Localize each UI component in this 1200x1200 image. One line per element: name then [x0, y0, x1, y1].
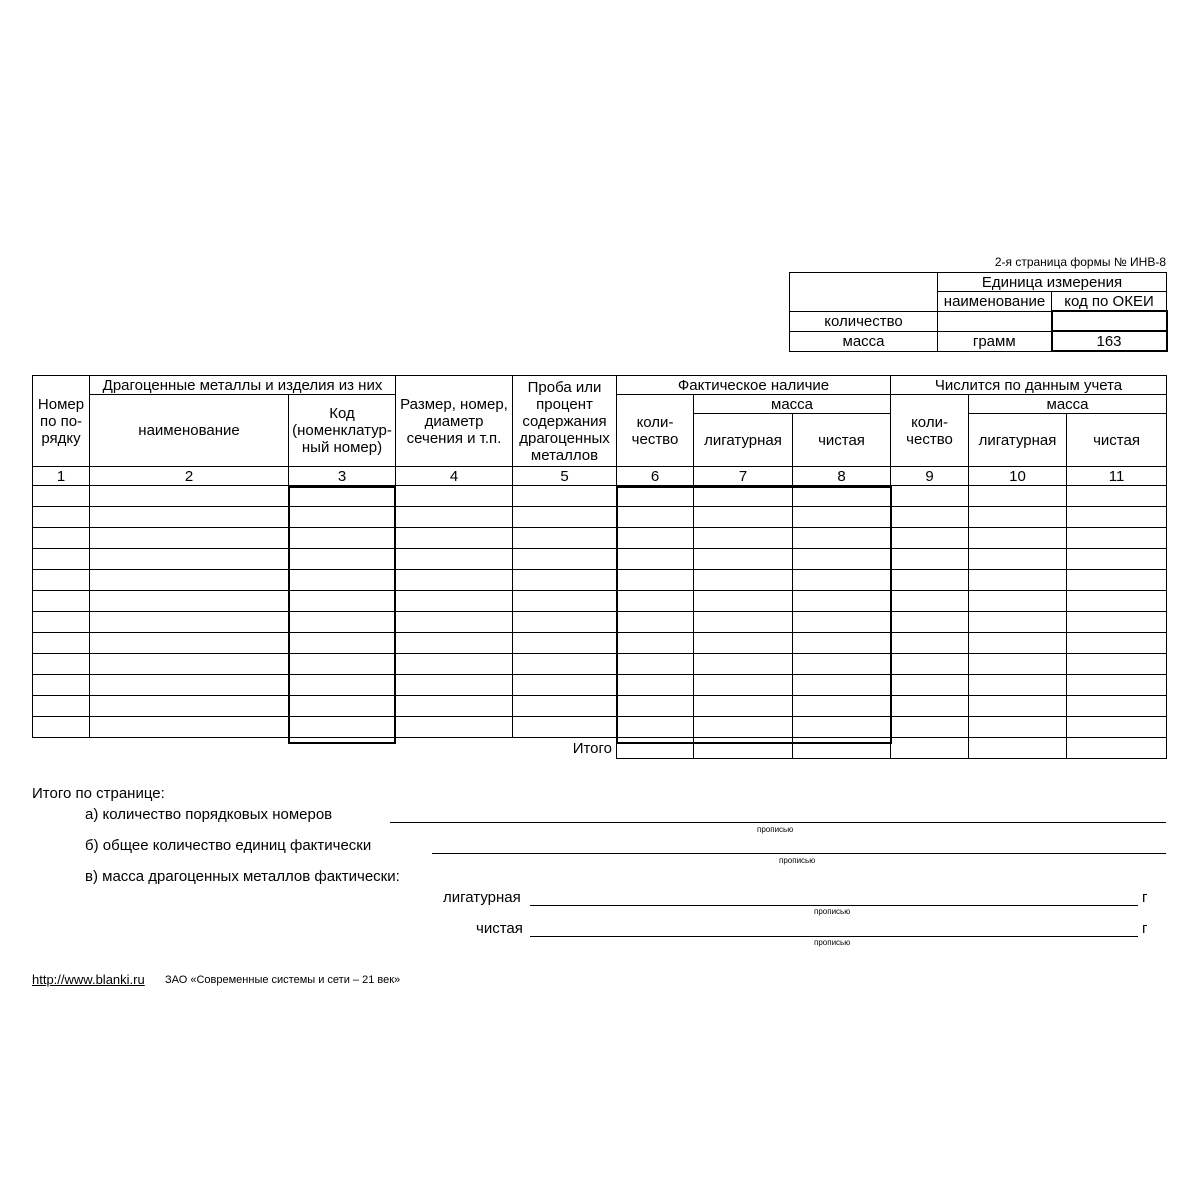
header-col-9: коли-чество	[891, 395, 969, 467]
table-cell[interactable]	[969, 717, 1067, 738]
table-cell[interactable]	[396, 612, 513, 633]
table-cell[interactable]	[793, 633, 891, 654]
table-cell[interactable]	[513, 549, 617, 570]
table-cell[interactable]	[396, 486, 513, 507]
table-cell[interactable]	[617, 486, 694, 507]
table-cell[interactable]	[33, 486, 90, 507]
header-group-metals: Драгоценные металлы и изделия из них	[90, 376, 396, 395]
table-cell[interactable]	[1067, 486, 1167, 507]
total-cell[interactable]	[793, 738, 891, 759]
table-cell[interactable]	[289, 675, 396, 696]
table-row	[33, 507, 1167, 528]
table-cell[interactable]	[694, 528, 793, 549]
header-group-records: Числится по данным учета	[891, 376, 1167, 395]
table-cell[interactable]	[513, 507, 617, 528]
table-row	[33, 696, 1167, 717]
units-row-name[interactable]: грамм	[938, 331, 1052, 351]
table-cell[interactable]	[793, 486, 891, 507]
units-row-label: масса	[790, 331, 938, 351]
table-cell[interactable]	[617, 675, 694, 696]
table-cell[interactable]	[1067, 675, 1167, 696]
summary-ligature-label: лигатурная	[443, 889, 521, 906]
table-cell[interactable]	[33, 717, 90, 738]
column-number: 5	[513, 467, 617, 486]
table-cell[interactable]	[617, 549, 694, 570]
summary-b-line[interactable]	[432, 853, 1166, 854]
table-cell[interactable]	[90, 486, 289, 507]
header-col-7: лигатурная	[694, 414, 793, 467]
summary-ligature-unit: г	[1142, 889, 1148, 906]
table-cell[interactable]	[1067, 549, 1167, 570]
table-cell[interactable]	[1067, 654, 1167, 675]
table-cell[interactable]	[396, 633, 513, 654]
table-cell[interactable]	[969, 633, 1067, 654]
summary-ligature-line[interactable]	[530, 905, 1138, 906]
table-cell[interactable]	[891, 675, 969, 696]
page-caption: 2-я страница формы № ИНВ-8	[994, 255, 1166, 269]
table-cell[interactable]	[1067, 507, 1167, 528]
total-label: Итого	[572, 739, 612, 757]
table-cell[interactable]	[891, 528, 969, 549]
table-cell[interactable]	[793, 570, 891, 591]
table-cell[interactable]	[513, 486, 617, 507]
table-cell[interactable]	[891, 612, 969, 633]
total-cell[interactable]	[969, 738, 1067, 759]
units-table	[789, 272, 1168, 352]
header-col-10: лигатурная	[969, 414, 1067, 467]
table-cell[interactable]	[1067, 612, 1167, 633]
column-number: 3	[289, 467, 396, 486]
summary-pure-label: чистая	[476, 920, 523, 937]
table-cell[interactable]	[969, 486, 1067, 507]
table-cell[interactable]	[694, 696, 793, 717]
table-cell[interactable]	[1067, 591, 1167, 612]
footer-link[interactable]: http://www.blanki.ru	[32, 972, 145, 987]
table-cell[interactable]	[617, 612, 694, 633]
table-row	[33, 633, 1167, 654]
column-number: 10	[969, 467, 1067, 486]
table-cell[interactable]	[694, 570, 793, 591]
column-number: 8	[793, 467, 891, 486]
table-cell[interactable]	[90, 612, 289, 633]
table-cell[interactable]	[891, 507, 969, 528]
table-row	[33, 591, 1167, 612]
table-cell[interactable]	[396, 696, 513, 717]
table-cell[interactable]	[1067, 696, 1167, 717]
table-cell[interactable]	[617, 717, 694, 738]
table-cell[interactable]	[289, 717, 396, 738]
column-number: 4	[396, 467, 513, 486]
table-cell[interactable]	[90, 633, 289, 654]
table-cell[interactable]	[793, 507, 891, 528]
summary-a-line[interactable]	[390, 822, 1166, 823]
table-cell[interactable]	[396, 528, 513, 549]
table-cell[interactable]	[513, 612, 617, 633]
header-col-5: Проба или процент содержания драгоценных металлов	[513, 376, 617, 467]
summary-ligature-hint: прописью	[814, 907, 851, 916]
table-cell[interactable]	[1067, 633, 1167, 654]
column-number: 2	[90, 467, 289, 486]
table-cell[interactable]	[396, 675, 513, 696]
table-row	[33, 486, 1167, 507]
column-number: 6	[617, 467, 694, 486]
table-cell[interactable]	[969, 696, 1067, 717]
table-cell[interactable]	[90, 528, 289, 549]
table-cell[interactable]	[694, 507, 793, 528]
table-cell[interactable]	[694, 654, 793, 675]
table-cell[interactable]	[289, 696, 396, 717]
table-cell[interactable]	[969, 507, 1067, 528]
summary-pure-unit: г	[1142, 920, 1148, 937]
table-cell[interactable]	[793, 612, 891, 633]
table-cell[interactable]	[891, 633, 969, 654]
table-cell[interactable]	[513, 696, 617, 717]
table-cell[interactable]	[969, 549, 1067, 570]
table-cell[interactable]	[90, 507, 289, 528]
total-cell[interactable]	[617, 738, 694, 759]
table-cell[interactable]	[891, 717, 969, 738]
table-cell[interactable]	[289, 549, 396, 570]
total-cell[interactable]	[1067, 738, 1167, 759]
table-cell[interactable]	[396, 654, 513, 675]
table-cell[interactable]	[33, 570, 90, 591]
header-col-6: коли-чество	[617, 395, 694, 467]
table-row	[33, 717, 1167, 738]
units-col-name: наименование	[938, 292, 1052, 312]
total-cell[interactable]	[694, 738, 793, 759]
table-cell[interactable]	[1067, 528, 1167, 549]
table-cell[interactable]	[617, 570, 694, 591]
table-cell[interactable]	[396, 549, 513, 570]
table-cell[interactable]	[289, 633, 396, 654]
table-row	[33, 612, 1167, 633]
header-group-actual: Фактическое наличие	[617, 376, 891, 395]
summary-pure-line[interactable]	[530, 936, 1138, 937]
table-cell[interactable]	[969, 591, 1067, 612]
table-cell[interactable]	[90, 591, 289, 612]
table-cell[interactable]	[90, 570, 289, 591]
table-cell[interactable]	[33, 528, 90, 549]
column-number: 9	[891, 467, 969, 486]
table-cell[interactable]	[513, 717, 617, 738]
table-cell[interactable]	[617, 507, 694, 528]
units-header: Единица измерения	[938, 273, 1167, 292]
column-numbers-row	[33, 467, 1167, 486]
table-cell[interactable]	[33, 696, 90, 717]
table-cell[interactable]	[289, 591, 396, 612]
table-cell[interactable]	[891, 486, 969, 507]
table-cell[interactable]	[289, 507, 396, 528]
table-cell[interactable]	[33, 549, 90, 570]
table-cell[interactable]	[33, 612, 90, 633]
table-cell[interactable]	[617, 696, 694, 717]
summary-b-hint: прописью	[779, 856, 816, 865]
table-cell[interactable]	[694, 612, 793, 633]
summary-title: Итого по странице:	[32, 785, 165, 802]
table-cell[interactable]	[694, 549, 793, 570]
units-row-code[interactable]: 163	[1052, 331, 1167, 351]
table-cell[interactable]	[793, 696, 891, 717]
table-cell[interactable]	[891, 654, 969, 675]
table-cell[interactable]	[793, 717, 891, 738]
header-actual-mass: масса	[694, 395, 891, 414]
table-cell[interactable]	[90, 549, 289, 570]
table-cell[interactable]	[969, 675, 1067, 696]
summary-b-label: б) общее количество единиц фактически	[85, 837, 372, 854]
table-cell[interactable]	[289, 570, 396, 591]
header-col-3: Код (номенклатур-ный номер)	[289, 395, 396, 467]
table-cell[interactable]	[90, 696, 289, 717]
table-cell[interactable]	[793, 591, 891, 612]
table-cell[interactable]	[1067, 570, 1167, 591]
table-cell[interactable]	[969, 654, 1067, 675]
header-records-mass: масса	[969, 395, 1167, 414]
summary-pure-hint: прописью	[814, 938, 851, 947]
table-cell[interactable]	[513, 675, 617, 696]
table-cell[interactable]	[694, 633, 793, 654]
table-cell[interactable]	[969, 570, 1067, 591]
header-col-4: Размер, номер, диаметр сечения и т.п.	[396, 376, 513, 467]
table-cell[interactable]	[513, 633, 617, 654]
table-row	[33, 570, 1167, 591]
units-row-name[interactable]	[938, 311, 1052, 331]
units-row-code[interactable]	[1052, 311, 1167, 331]
header-col-1: Номер по по-рядку	[33, 376, 90, 467]
table-cell[interactable]	[513, 528, 617, 549]
table-cell[interactable]	[33, 654, 90, 675]
table-cell[interactable]	[33, 675, 90, 696]
table-cell[interactable]	[289, 528, 396, 549]
table-cell[interactable]	[617, 654, 694, 675]
units-col-code: код по ОКЕИ	[1052, 292, 1167, 312]
table-cell[interactable]	[969, 528, 1067, 549]
table-cell[interactable]	[793, 654, 891, 675]
table-cell[interactable]	[396, 507, 513, 528]
column-number: 1	[33, 467, 90, 486]
table-row	[33, 675, 1167, 696]
table-cell[interactable]	[289, 612, 396, 633]
table-row	[33, 528, 1167, 549]
table-cell[interactable]	[90, 675, 289, 696]
header-col-8: чистая	[793, 414, 891, 467]
table-cell[interactable]	[396, 591, 513, 612]
footer-company: ЗАО «Современные системы и сети – 21 век»	[165, 974, 401, 986]
table-cell[interactable]	[513, 591, 617, 612]
summary-a-label: а) количество порядковых номеров	[85, 806, 333, 823]
table-cell[interactable]	[891, 696, 969, 717]
table-row	[33, 549, 1167, 570]
table-cell[interactable]	[33, 633, 90, 654]
total-cell[interactable]	[891, 738, 969, 759]
table-cell[interactable]	[289, 486, 396, 507]
table-cell[interactable]	[33, 591, 90, 612]
table-cell[interactable]	[793, 675, 891, 696]
table-cell[interactable]	[694, 591, 793, 612]
table-cell[interactable]	[891, 591, 969, 612]
table-cell[interactable]	[289, 654, 396, 675]
table-cell[interactable]	[513, 654, 617, 675]
units-corner-cell	[790, 273, 938, 312]
table-cell[interactable]	[33, 507, 90, 528]
table-cell[interactable]	[396, 717, 513, 738]
summary-c-label: в) масса драгоценных металлов фактически:	[85, 868, 400, 885]
table-cell[interactable]	[513, 570, 617, 591]
table-cell[interactable]	[617, 633, 694, 654]
header-col-11: чистая	[1067, 414, 1167, 467]
column-number: 7	[694, 467, 793, 486]
table-cell[interactable]	[891, 570, 969, 591]
table-row	[33, 654, 1167, 675]
table-cell[interactable]	[891, 549, 969, 570]
table-cell[interactable]	[694, 486, 793, 507]
summary-a-hint: прописью	[757, 825, 794, 834]
table-cell[interactable]	[396, 570, 513, 591]
table-cell[interactable]	[969, 612, 1067, 633]
table-cell[interactable]	[1067, 717, 1167, 738]
inventory-table	[32, 375, 1167, 759]
units-row-label: количество	[790, 311, 938, 331]
table-cell[interactable]	[694, 675, 793, 696]
table-cell[interactable]	[617, 591, 694, 612]
table-cell[interactable]	[793, 528, 891, 549]
table-cell[interactable]	[617, 528, 694, 549]
header-col-2: наименование	[90, 395, 289, 467]
column-number: 11	[1067, 467, 1167, 486]
table-cell[interactable]	[90, 717, 289, 738]
table-cell[interactable]	[694, 717, 793, 738]
table-cell[interactable]	[793, 549, 891, 570]
table-cell[interactable]	[90, 654, 289, 675]
